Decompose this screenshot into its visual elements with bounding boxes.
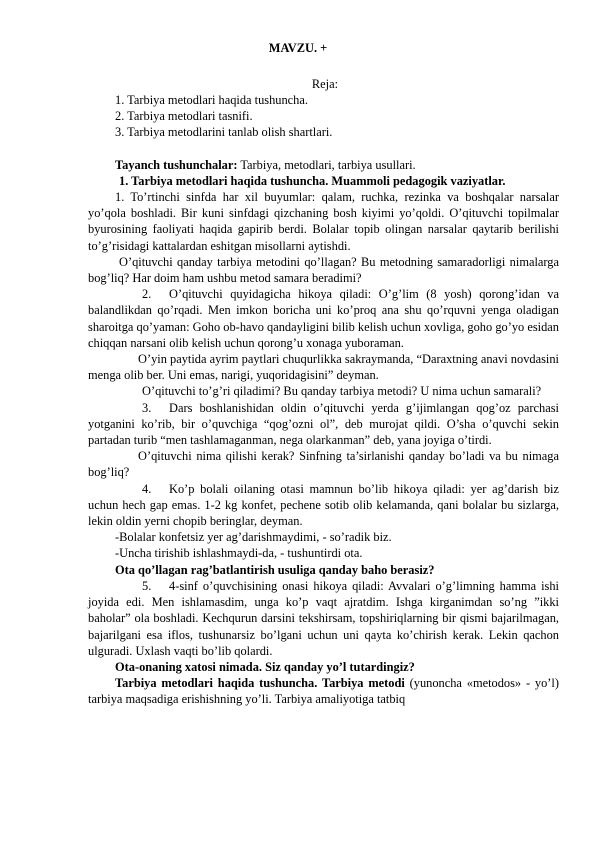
plan-item: 2. Tarbiya metodlari tasnifi. (115, 109, 253, 124)
question-4: Ota qo’llagan rag’batlantirish usuliga qanday baho berasiz? (115, 562, 435, 577)
key-terms (88, 157, 559, 173)
document-body (88, 92, 559, 708)
question-1: O’qituvchi qanday tarbiya metodini qo’llagan? Bu metodning samaradorligi nimalarga bog’liq? Har doim ham ushbu metod samara beradimi? (88, 254, 559, 286)
paragraph-number: 4. (142, 481, 152, 496)
paragraph-2b: O’yin paytida ayrim paytlari chuqurlikka sakraymanda, “Daraxtning anavi novdasini menga olib ber. Uni emas, narigi, yuqoridagisini” deyman. (88, 352, 559, 383)
question-3: O’qituvchi nima qilishi kerak? Sinfning ta’sirlanishi qanday bo’ladi va bu nimaga bog’liq? (88, 449, 559, 480)
paragraph-number: 5. (142, 578, 152, 593)
paragraph-5: 5. 4-sinf o’quvchisining onasi hikoya qiladi: Avvalari o’g’limning hamma ishi joyida edi. Men ishlamasdim, unga ko’p vaqt ajratdim. Ishga kirganimdan so’ng ”ikki baholar” ola boshladi. Kechqurun darsini tekshirsam, topshiriqlarning bir qismi bajarilmagan, bajarilgani esa iflos, tushunarsiz bo’lgani uchun uni qayta ko’chirish kerak. Lekin qachon ulguradi. Uxlash vaqti bo’lib qolardi. (88, 578, 559, 658)
paragraph-number: 2. (142, 287, 152, 302)
definition-term: Tarbiya metodlari haqida tushuncha. Tarbiya metodi (115, 676, 405, 691)
question-2: O’qituvchi to’g’ri qiladimi? Bu qanday tarbiya metodi? U nima uchun samarali? (142, 384, 542, 399)
paragraph-4: 4. Ko’p bolali oilaning otasi mamnun bo’lib hikoya qiladi: yer ag’darish biz uchun hech gap emas. 1-2 kg konfet, pechene sotib olib kelamanda, qani bolalar bu sizlarga, lekin oldin yerni chopib beringlar, deyman. (88, 481, 559, 529)
paragraph-1: 1. To’rtinchi sinfda har xil buyumlar: qalam, ruchka, rezinka va boshqalar narsalar yo’qola boshladi. Bir kuni sinfdagi qizchaning bosh kiyimi yo’qoldi. O’qituvchi topilmalar byurosining faoliyati haqida gapirib berdi. Bolalar topib olingan narsalar qaytarib berilishi to’g’risidagi kattalardan eshitgan misollarni aytishdi. (88, 190, 559, 253)
question-5: Ota-onaning xatosi nimada. Siz qanday yo’l tutardingiz? (115, 659, 415, 674)
page-title: MAVZU. + (268, 41, 328, 55)
dialogue-line: -Uncha tirishib ishlashmaydi-da, - tushuntirdi ota. (115, 546, 363, 561)
definition-text: (yunoncha «metodos» - yo’l) tarbiya maqsadiga erishishning yo’li. Tarbiya amaliyotiga tatbiq (88, 676, 559, 707)
paragraph-number: 3. (142, 400, 152, 415)
dialogue-line: -Bolalar konfetsiz yer ag’darishmaydimi, - so’radik biz. (115, 530, 392, 545)
section-heading: 1. Tarbiya metodlari haqida tushuncha. Muammoli pedagogik vaziyatlar. (119, 173, 506, 188)
paragraph-2: 2. O’qituvchi quyidagicha hikoya qiladi: O’g’lim (8 yosh) qorong’idan va balandlikdan qo’rqadi. Men imkon boricha uni ko’proq ana shu qo’rquvni yenga oladigan sharoitga qo’yaman: Goho ob-havo qandayligini bilib kelish uchun xovliga, goho go’yo esidan chiqqan narsani olib kelish uchun qorong’u xonaga yuboraman. (88, 287, 559, 350)
paragraph-3: 3. Dars boshlanishidan oldin o’qituvchi yerda g’ijimlangan qog’oz parchasi yotganini ko’rib, bir o’quvchiga “qog’ozni ol”, deb murojat qildi. O’sha o’quvchi sekin partadan turib “men tashlamaganman, nega olarkanman” deb, yana joyiga o’tirdi. (88, 400, 559, 448)
plan-item: 3. Tarbiya metodlarini tanlab olish shartlari. (115, 125, 333, 140)
plan-item: 1. Tarbiya metodlari haqida tushuncha. (115, 93, 308, 107)
definition-paragraph (88, 675, 559, 707)
plan-heading: Reja: (311, 77, 339, 91)
key-terms-text: Tarbiya, metodlari, tarbiya usullari. (237, 157, 416, 172)
key-terms-label: Tayanch tushunchalar: (115, 157, 238, 172)
plan-list (88, 92, 559, 141)
